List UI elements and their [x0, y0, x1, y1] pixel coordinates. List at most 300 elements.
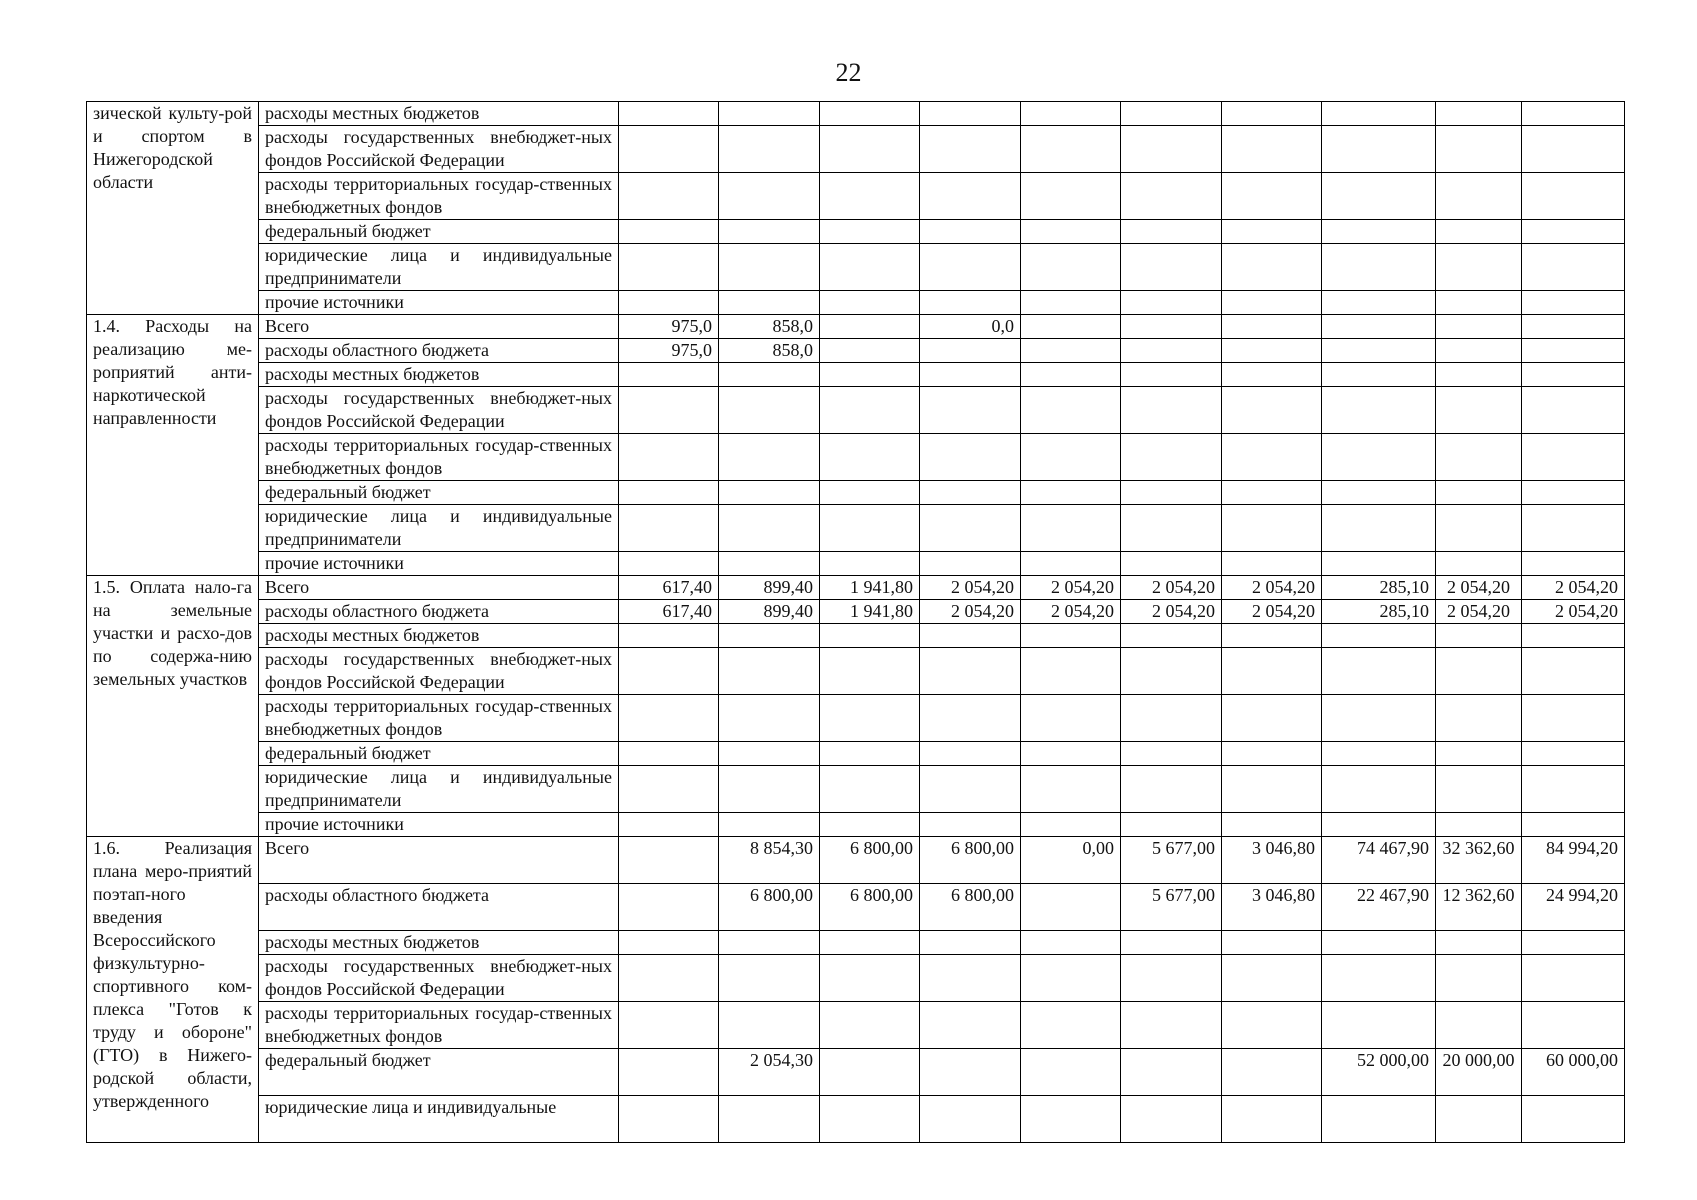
- value-cell: [820, 339, 920, 363]
- value-cell: 2 054,20: [1121, 600, 1222, 624]
- value-cell: [1121, 955, 1222, 1002]
- value-cell: [1222, 648, 1322, 695]
- value-cell: [1436, 126, 1522, 173]
- value-cell: [1522, 244, 1625, 291]
- value-cell: [719, 766, 820, 813]
- value-cell: [1021, 481, 1121, 505]
- value-cell: [1436, 1002, 1522, 1049]
- value-cell: [619, 434, 719, 481]
- value-cell: [1522, 102, 1625, 126]
- value-cell: [1522, 766, 1625, 813]
- value-cell: [820, 648, 920, 695]
- value-cell: 0,0: [920, 315, 1021, 339]
- value-cell: [1436, 315, 1522, 339]
- value-cell: 2 054,20: [920, 600, 1021, 624]
- value-cell: [1436, 434, 1522, 481]
- value-cell: [719, 126, 820, 173]
- value-cell: [1436, 552, 1522, 576]
- funding-source-cell: Всего: [259, 315, 619, 339]
- value-cell: [1322, 434, 1436, 481]
- value-cell: [1121, 434, 1222, 481]
- value-cell: [820, 363, 920, 387]
- value-cell: 858,0: [719, 315, 820, 339]
- value-cell: [820, 1096, 920, 1143]
- value-cell: 858,0: [719, 339, 820, 363]
- value-cell: 32 362,60: [1436, 837, 1522, 884]
- value-cell: [1436, 648, 1522, 695]
- value-cell: [619, 1002, 719, 1049]
- value-cell: [619, 837, 719, 884]
- table-row: [87, 315, 1625, 339]
- funding-source-cell: федеральный бюджет: [259, 220, 619, 244]
- table-row: [87, 363, 1625, 387]
- value-cell: [1436, 505, 1522, 552]
- value-cell: [820, 624, 920, 648]
- value-cell: [619, 624, 719, 648]
- value-cell: 3 046,80: [1222, 884, 1322, 931]
- funding-source-cell: федеральный бюджет: [259, 1049, 619, 1096]
- value-cell: [820, 552, 920, 576]
- value-cell: 2 054,20: [1021, 576, 1121, 600]
- value-cell: [1436, 339, 1522, 363]
- table-row: [87, 220, 1625, 244]
- value-cell: [1222, 363, 1322, 387]
- value-cell: [719, 505, 820, 552]
- value-cell: [1222, 173, 1322, 220]
- value-cell: [920, 291, 1021, 315]
- value-cell: [619, 291, 719, 315]
- value-cell: [1222, 1096, 1322, 1143]
- funding-source-cell: расходы территориальных государ-ственных внебюджетных фондов: [259, 434, 619, 481]
- value-cell: [1436, 1096, 1522, 1143]
- value-cell: [1436, 766, 1522, 813]
- value-cell: 5 677,00: [1121, 837, 1222, 884]
- page-number: 22: [835, 58, 862, 87]
- value-cell: 2 054,20: [1522, 576, 1625, 600]
- table-row: [87, 648, 1625, 695]
- value-cell: [820, 173, 920, 220]
- value-cell: [719, 955, 820, 1002]
- value-cell: [1322, 220, 1436, 244]
- value-cell: [1522, 931, 1625, 955]
- table-row: [87, 955, 1625, 1002]
- value-cell: [820, 505, 920, 552]
- value-cell: [1222, 955, 1322, 1002]
- value-cell: 2 054,20: [920, 576, 1021, 600]
- value-cell: [1436, 955, 1522, 1002]
- value-cell: [1121, 481, 1222, 505]
- value-cell: [1222, 481, 1322, 505]
- value-cell: [820, 244, 920, 291]
- value-cell: 12 362,60: [1436, 884, 1522, 931]
- value-cell: [619, 505, 719, 552]
- value-cell: [920, 1096, 1021, 1143]
- value-cell: [619, 244, 719, 291]
- value-cell: 6 800,00: [920, 884, 1021, 931]
- value-cell: [1436, 173, 1522, 220]
- value-cell: [1121, 648, 1222, 695]
- value-cell: [1222, 552, 1322, 576]
- value-cell: [1021, 291, 1121, 315]
- value-cell: 617,40: [619, 576, 719, 600]
- value-cell: [1121, 931, 1222, 955]
- value-cell: [719, 1002, 820, 1049]
- value-cell: [1121, 363, 1222, 387]
- value-cell: [619, 552, 719, 576]
- value-cell: [1436, 481, 1522, 505]
- value-cell: [920, 339, 1021, 363]
- value-cell: [1322, 648, 1436, 695]
- value-cell: [719, 695, 820, 742]
- table-row: [87, 576, 1625, 600]
- value-cell: [1522, 220, 1625, 244]
- table-row: [87, 173, 1625, 220]
- value-cell: [619, 931, 719, 955]
- table-row: [87, 339, 1625, 363]
- value-cell: 5 677,00: [1121, 884, 1222, 931]
- value-cell: [719, 931, 820, 955]
- value-cell: [1222, 387, 1322, 434]
- funding-source-cell: расходы государственных внебюджет-ных фондов Российской Федерации: [259, 955, 619, 1002]
- value-cell: [1121, 505, 1222, 552]
- value-cell: [920, 955, 1021, 1002]
- value-cell: 975,0: [619, 339, 719, 363]
- table-row: [87, 624, 1625, 648]
- value-cell: 2 054,20: [1436, 576, 1522, 600]
- table-row: [87, 1002, 1625, 1049]
- value-cell: [920, 434, 1021, 481]
- value-cell: [1322, 244, 1436, 291]
- value-cell: [1522, 1002, 1625, 1049]
- funding-source-cell: расходы государственных внебюджет-ных фондов Российской Федерации: [259, 387, 619, 434]
- value-cell: [1436, 742, 1522, 766]
- value-cell: [1021, 813, 1121, 837]
- value-cell: [1522, 291, 1625, 315]
- value-cell: [1222, 220, 1322, 244]
- value-cell: [820, 387, 920, 434]
- table-row: [87, 600, 1625, 624]
- funding-source-cell: расходы территориальных государ-ственных внебюджетных фондов: [259, 695, 619, 742]
- funding-source-cell: расходы государственных внебюджет-ных фондов Российской Федерации: [259, 648, 619, 695]
- value-cell: [1436, 291, 1522, 315]
- value-cell: [719, 387, 820, 434]
- value-cell: [1021, 363, 1121, 387]
- value-cell: [1322, 315, 1436, 339]
- value-cell: [1021, 955, 1121, 1002]
- funding-source-cell: расходы местных бюджетов: [259, 102, 619, 126]
- budget-table: [86, 101, 1625, 1143]
- table-row: [87, 505, 1625, 552]
- value-cell: [920, 387, 1021, 434]
- value-cell: [1121, 102, 1222, 126]
- value-cell: [1522, 339, 1625, 363]
- value-cell: [1222, 126, 1322, 173]
- value-cell: [1021, 931, 1121, 955]
- value-cell: [719, 742, 820, 766]
- value-cell: [719, 481, 820, 505]
- value-cell: [920, 766, 1021, 813]
- value-cell: [1322, 505, 1436, 552]
- funding-source-cell: Всего: [259, 837, 619, 884]
- value-cell: [920, 742, 1021, 766]
- value-cell: 899,40: [719, 576, 820, 600]
- value-cell: [1522, 363, 1625, 387]
- value-cell: [1121, 339, 1222, 363]
- value-cell: 3 046,80: [1222, 837, 1322, 884]
- value-cell: [1522, 695, 1625, 742]
- value-cell: 6 800,00: [920, 837, 1021, 884]
- value-cell: 2 054,20: [1021, 600, 1121, 624]
- value-cell: [820, 291, 920, 315]
- value-cell: [1121, 291, 1222, 315]
- value-cell: [1121, 1096, 1222, 1143]
- table-row: [87, 244, 1625, 291]
- value-cell: [820, 481, 920, 505]
- value-cell: 2 054,20: [1222, 600, 1322, 624]
- value-cell: [719, 363, 820, 387]
- value-cell: [1322, 291, 1436, 315]
- value-cell: [820, 315, 920, 339]
- value-cell: [1436, 695, 1522, 742]
- value-cell: [920, 244, 1021, 291]
- value-cell: [820, 102, 920, 126]
- program-name-cell: 1.5. Оплата нало-га на земельные участки и расхо-дов по содержа-нию земельных участков: [87, 576, 259, 837]
- value-cell: [920, 624, 1021, 648]
- value-cell: [1522, 434, 1625, 481]
- value-cell: [1436, 363, 1522, 387]
- value-cell: [820, 955, 920, 1002]
- funding-source-cell: расходы территориальных государ-ственных внебюджетных фондов: [259, 173, 619, 220]
- value-cell: [920, 481, 1021, 505]
- value-cell: [1322, 1002, 1436, 1049]
- value-cell: [1322, 624, 1436, 648]
- value-cell: [1222, 931, 1322, 955]
- value-cell: 20 000,00: [1436, 1049, 1522, 1096]
- value-cell: 8 854,30: [719, 837, 820, 884]
- value-cell: [1021, 648, 1121, 695]
- value-cell: [1121, 173, 1222, 220]
- value-cell: [619, 173, 719, 220]
- value-cell: [1322, 173, 1436, 220]
- value-cell: [1522, 315, 1625, 339]
- value-cell: [1121, 1049, 1222, 1096]
- value-cell: 285,10: [1322, 576, 1436, 600]
- value-cell: [1322, 126, 1436, 173]
- value-cell: [1522, 648, 1625, 695]
- value-cell: [1021, 742, 1121, 766]
- value-cell: [920, 648, 1021, 695]
- value-cell: 2 054,20: [1436, 600, 1522, 624]
- table-row: [87, 1096, 1625, 1143]
- value-cell: [1322, 102, 1436, 126]
- value-cell: [1222, 102, 1322, 126]
- funding-source-cell: расходы местных бюджетов: [259, 363, 619, 387]
- table-row: [87, 102, 1625, 126]
- value-cell: [619, 695, 719, 742]
- value-cell: [1322, 552, 1436, 576]
- value-cell: [920, 505, 1021, 552]
- funding-source-cell: юридические лица и индивидуальные предприниматели: [259, 244, 619, 291]
- value-cell: [1021, 766, 1121, 813]
- value-cell: [1021, 387, 1121, 434]
- funding-source-cell: расходы местных бюджетов: [259, 931, 619, 955]
- value-cell: [820, 813, 920, 837]
- value-cell: [1021, 695, 1121, 742]
- funding-source-cell: юридические лица и индивидуальные предприниматели: [259, 505, 619, 552]
- program-name-cell: 1.4. Расходы на реализацию ме-роприятий анти-наркотической направленности: [87, 315, 259, 576]
- value-cell: [1322, 766, 1436, 813]
- value-cell: 899,40: [719, 600, 820, 624]
- value-cell: [1222, 291, 1322, 315]
- table-row: [87, 766, 1625, 813]
- value-cell: 74 467,90: [1322, 837, 1436, 884]
- value-cell: [1222, 244, 1322, 291]
- table-row: [87, 126, 1625, 173]
- value-cell: 6 800,00: [820, 884, 920, 931]
- value-cell: [1121, 742, 1222, 766]
- value-cell: [1222, 695, 1322, 742]
- value-cell: [1021, 434, 1121, 481]
- value-cell: 2 054,30: [719, 1049, 820, 1096]
- table-row: [87, 837, 1625, 884]
- value-cell: 617,40: [619, 600, 719, 624]
- value-cell: [1322, 387, 1436, 434]
- value-cell: [1021, 884, 1121, 931]
- value-cell: [1222, 315, 1322, 339]
- value-cell: [1522, 955, 1625, 1002]
- value-cell: [1322, 1096, 1436, 1143]
- value-cell: [619, 742, 719, 766]
- value-cell: [820, 220, 920, 244]
- value-cell: [1322, 955, 1436, 1002]
- funding-source-cell: прочие источники: [259, 813, 619, 837]
- value-cell: [1222, 505, 1322, 552]
- program-name-cell: 1.6. Реализация плана меро-приятий поэтап-ного введения Всероссийского физкультурно-спортивного ком-плекса "Готов к труду и обороне" (ГТО) в Нижего-родской области, утвержденного: [87, 837, 259, 1143]
- value-cell: [619, 1096, 719, 1143]
- value-cell: [1121, 315, 1222, 339]
- value-cell: [1436, 624, 1522, 648]
- value-cell: 24 994,20: [1522, 884, 1625, 931]
- value-cell: 52 000,00: [1322, 1049, 1436, 1096]
- value-cell: [1121, 813, 1222, 837]
- value-cell: 22 467,90: [1322, 884, 1436, 931]
- value-cell: [1121, 624, 1222, 648]
- value-cell: [820, 434, 920, 481]
- value-cell: [1021, 126, 1121, 173]
- funding-source-cell: расходы областного бюджета: [259, 339, 619, 363]
- value-cell: [920, 695, 1021, 742]
- funding-source-cell: расходы областного бюджета: [259, 600, 619, 624]
- value-cell: [1121, 126, 1222, 173]
- value-cell: [1222, 339, 1322, 363]
- value-cell: [619, 126, 719, 173]
- value-cell: [920, 1002, 1021, 1049]
- funding-source-cell: юридические лица и индивидуальные предприниматели: [259, 766, 619, 813]
- table-row: [87, 1049, 1625, 1096]
- value-cell: [820, 766, 920, 813]
- value-cell: [719, 813, 820, 837]
- value-cell: [1522, 552, 1625, 576]
- value-cell: [619, 1049, 719, 1096]
- value-cell: [820, 695, 920, 742]
- value-cell: [1222, 1049, 1322, 1096]
- value-cell: [1222, 813, 1322, 837]
- value-cell: [1436, 931, 1522, 955]
- value-cell: 1 941,80: [820, 576, 920, 600]
- funding-source-cell: Всего: [259, 576, 619, 600]
- value-cell: [1322, 742, 1436, 766]
- program-name-cell: зической культу-рой и спортом в Нижегородской области: [87, 102, 259, 315]
- value-cell: [820, 126, 920, 173]
- value-cell: 2 054,20: [1121, 576, 1222, 600]
- value-cell: [1021, 102, 1121, 126]
- value-cell: [1021, 1002, 1121, 1049]
- funding-source-cell: расходы государственных внебюджет-ных фондов Российской Федерации: [259, 126, 619, 173]
- value-cell: [1322, 363, 1436, 387]
- value-cell: [920, 1049, 1021, 1096]
- value-cell: [1522, 173, 1625, 220]
- funding-source-cell: прочие источники: [259, 291, 619, 315]
- value-cell: [719, 648, 820, 695]
- value-cell: [719, 552, 820, 576]
- value-cell: 84 994,20: [1522, 837, 1625, 884]
- table-row: [87, 931, 1625, 955]
- funding-source-cell: расходы областного бюджета: [259, 884, 619, 931]
- value-cell: [619, 766, 719, 813]
- funding-source-cell: федеральный бюджет: [259, 742, 619, 766]
- value-cell: [719, 102, 820, 126]
- value-cell: [1436, 387, 1522, 434]
- value-cell: [719, 624, 820, 648]
- value-cell: [1522, 624, 1625, 648]
- value-cell: [619, 813, 719, 837]
- value-cell: [719, 1096, 820, 1143]
- value-cell: [1522, 813, 1625, 837]
- value-cell: [1021, 1049, 1121, 1096]
- funding-source-cell: расходы территориальных государ-ственных внебюджетных фондов: [259, 1002, 619, 1049]
- value-cell: [920, 363, 1021, 387]
- table-row: [87, 884, 1625, 931]
- value-cell: [820, 742, 920, 766]
- value-cell: 60 000,00: [1522, 1049, 1625, 1096]
- value-cell: [920, 126, 1021, 173]
- value-cell: [1436, 220, 1522, 244]
- table-row: [87, 481, 1625, 505]
- table-row: [87, 552, 1625, 576]
- value-cell: [920, 813, 1021, 837]
- value-cell: [1522, 505, 1625, 552]
- value-cell: [619, 648, 719, 695]
- value-cell: [619, 363, 719, 387]
- funding-source-cell: федеральный бюджет: [259, 481, 619, 505]
- value-cell: 1 941,80: [820, 600, 920, 624]
- value-cell: [1322, 931, 1436, 955]
- value-cell: [820, 1049, 920, 1096]
- value-cell: [1021, 244, 1121, 291]
- value-cell: [1222, 766, 1322, 813]
- funding-source-cell: юридические лица и индивидуальные: [259, 1096, 619, 1143]
- value-cell: [920, 931, 1021, 955]
- value-cell: 0,00: [1021, 837, 1121, 884]
- value-cell: [920, 220, 1021, 244]
- value-cell: [1522, 742, 1625, 766]
- value-cell: [1121, 220, 1222, 244]
- value-cell: [1322, 695, 1436, 742]
- value-cell: [619, 884, 719, 931]
- table-row: [87, 291, 1625, 315]
- value-cell: [1522, 1096, 1625, 1143]
- value-cell: [1021, 552, 1121, 576]
